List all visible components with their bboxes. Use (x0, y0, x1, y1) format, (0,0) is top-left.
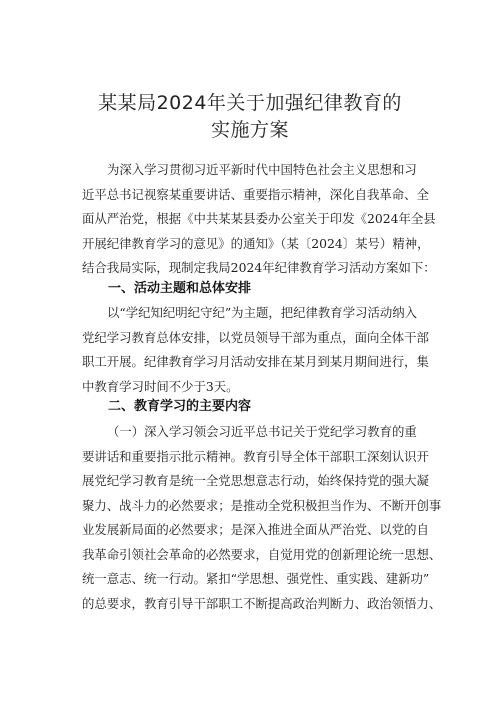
intro-line-3: 面从严治党，根据《中共某某县委办公室关于印发《2024年全县 (82, 211, 436, 226)
document-title-line-2: 实施方案 (210, 119, 289, 141)
section-2-line-7: 统一意志、统一行动。紧扣“学思想、强党性、重实践、建新功” (82, 571, 430, 586)
intro-line-5: 结合我局实际，现制定我局2024年纪律教育学习活动方案如下： (82, 260, 436, 275)
section-1-line-1: 以“学纪知纪明纪守纪”为主题，把纪律教育学习活动纳入 (107, 305, 418, 320)
section-2-line-2: 要讲话和重要指示批示精神。教育引导全体干部职工深刻认识开 (82, 448, 429, 464)
section-2-heading: 二、教育学习的主要内容 (108, 399, 252, 414)
section-1-heading: 一、活动主题和总体安排 (108, 281, 252, 296)
section-1-paragraph (82, 301, 432, 399)
intro-line-4: 开展纪律教育学习的意见》的通知》（某〔2024〕某号）精神， (82, 235, 430, 251)
document-title-line-1: 某某局2024年关于加强纪律教育的 (98, 92, 402, 114)
section-2-paragraph (82, 420, 442, 616)
section-2-line-6: 我革命引领社会革命的必然要求，自觉用党的创新理论统一思想、 (82, 546, 442, 562)
section-2-line-3: 展党纪学习教育是统一全党思想意志行动，始终保持党的强大凝 (82, 473, 429, 488)
section-1-line-2: 党纪学习教育总体安排，以党员领导干部为重点，面向全体干部 (82, 329, 429, 345)
section-2-line-5: 业发展新局面的必然要求；是深入推进全面从严治党、以党的自 (82, 522, 429, 537)
section-1-line-4: 中教育学习时间不少于3天。 (82, 378, 239, 394)
section-1-line-3: 职工开展。纪律教育学习月活动安排在某月到某月期间进行，集 (82, 354, 429, 369)
intro-paragraph (82, 158, 436, 281)
section-2-line-1: （一）深入学习领会习近平总书记关于党纪学习教育的重 (107, 424, 417, 439)
section-2-line-8: 的总要求，教育引导干部职工不断提高政治判断力、政治领悟力、 (82, 595, 442, 611)
section-2-line-4: 聚力、战斗力的必然要求；是推动全党积极担当作为、不断开创事 (82, 497, 442, 513)
intro-line-2: 近平总书记视察某重要讲话、重要指示精神，深化自我革命、全 (82, 186, 429, 202)
intro-line-1: 为深入学习贯彻习近平新时代中国特色社会主义思想和习 (107, 162, 417, 177)
